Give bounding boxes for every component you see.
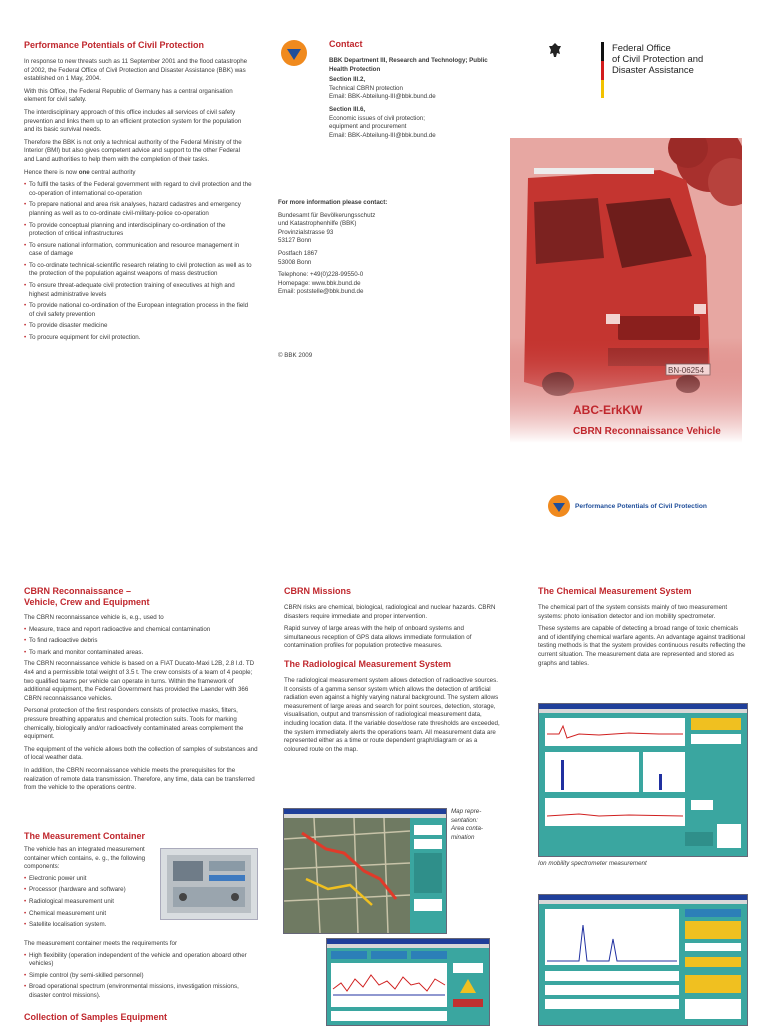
eagle-icon [548, 41, 562, 99]
cover-subtitle: CBRN Reconnaissance Vehicle [573, 426, 721, 437]
list-item: • Broad operational spectrum (environmental missions, investigation missions, disaster control missions). [24, 983, 260, 1000]
email-link[interactable]: Email: poststelle@bbk.bund.de [278, 288, 364, 296]
section-heading: The Chemical Measurement System [538, 586, 692, 596]
section-line: Economic issues of civil protection; [329, 114, 425, 122]
missions-column [284, 586, 502, 758]
tasks-list [24, 181, 252, 343]
list-item: • To prepare national and area risk analyses, hazard cadastres and emergency planning as well as to co-ordinate civil-military-police co-operation [24, 201, 252, 218]
caption-line: sentation: [451, 816, 478, 824]
agency-name [612, 42, 703, 75]
contact-heading: Contact [329, 39, 363, 49]
intro-text [24, 58, 252, 343]
paragraph: The vehicle has an integrated measurement container which contains, e. g., the following components: [24, 846, 146, 871]
list-item: • To fulfil the tasks of the Federal government with regard to civil protection and the co-operation of international co-operation [24, 181, 252, 198]
paragraph: The equipment of the vehicle allows both the collection of samples of substances and of local weather data. [24, 745, 258, 762]
ion-mobility-graph [539, 704, 747, 856]
intro-paragraph: Therefore the BBK is not only a technical authority of the Federal Ministry of the Interior (BMI) but also gives competent advice and support to the other Federal and Land authorities to help them with the completion of their tasks. [24, 138, 242, 163]
back-cover-label: Performance Potentials of Civil Protection [575, 503, 707, 510]
agency-line: Federal Office [612, 42, 671, 53]
reconnaissance-column [24, 586, 260, 797]
map-screenshot [283, 808, 447, 934]
uses-list [24, 626, 260, 658]
text-run-bold: one [78, 168, 90, 176]
telephone: Telephone: +49(0)228-99550-0 [278, 271, 364, 279]
address-line: 53127 Bonn [278, 237, 312, 245]
list-item: • Chemical measurement unit [24, 910, 154, 919]
section-email[interactable]: Email: BBK-Abteilung-III@bbk.bund.de [329, 131, 436, 139]
address-line: Provinzialstrasse 93 [278, 228, 334, 236]
paragraph: Personal protection of the first responders consists of protective masks, filters, pressure breathing apparatus and chemical protection suits. Tools for marking chemically, biologically and/or radioactively contaminated areas complement the equipment. [24, 707, 244, 741]
paragraph: The chemical part of the system consists mainly of two measurement systems: photo ionisation detector and ion mobility spectrometer. [538, 604, 728, 620]
caption-line: mination [451, 833, 475, 841]
homepage-link[interactable]: Homepage: www.bbk.bund.de [278, 279, 361, 287]
paragraph: The CBRN reconnaissance vehicle is based on a FIAT Ducato-Maxi L2B, 2.8 l.d. TD 4x4 and a permissible total weight of 3.5 t. The crew consists of a team of 4 people; two qualified teams per vehicle can operate in turns. Within the framework of additional equipment, the Federal Government has provided the Laender with 366 CBRN reconnaissance vehicles. [24, 660, 255, 702]
section-title: Section III.6, [329, 105, 366, 113]
cover-image [510, 138, 742, 443]
radiological-software-screenshot [326, 938, 490, 1026]
reconnaissance-text [24, 614, 260, 793]
list-item: • To co-ordinate technical-scientific research relating to civil protection as well as to the protection of the population against weapons of mass destruction [24, 262, 252, 279]
dose-rate-graph [327, 939, 489, 1025]
intro-paragraph [24, 169, 252, 178]
list-item: • Simple control (by semi-skilled personnel) [24, 972, 260, 981]
department-name: BBK Department III, Research and Technology; Public Health Protection [329, 57, 488, 73]
section-line: Technical CBRN protection [329, 84, 403, 92]
section-title: Section III.2, [329, 76, 366, 84]
bbk-logo-small-icon [548, 495, 570, 517]
section-heading: CBRN Missions [284, 586, 352, 596]
contamination-map [284, 809, 446, 933]
section-email[interactable]: Email: BBK-Abteilung-III@bbk.bund.de [329, 93, 436, 101]
section-heading: The Radiological Measurement System [284, 658, 452, 669]
list-item: • Radiological measurement unit [24, 898, 154, 907]
radiological-text [284, 677, 502, 754]
paragraph: The radiological measurement system allows detection of radioactive sources. It consists of a gamma sensor system which allows the detection of artificial radiation even against a highly varying natural background. The system allows measurement of large areas and search for point sources, detection, storage, visualisation, output and transmission of radiological measurement data, including location data. If the variable dose/dose rate thresholds are exceeded, the system immediately alerts the operations team. All measurement data are represented either as a time or route dependent graph/diagram or as a coloured route on the map. [284, 676, 500, 753]
section-heading: CBRN Reconnaissance – [24, 586, 132, 596]
federal-eagle-logo [548, 41, 562, 99]
address-line: und Katastrophenhilfe (BBK) [278, 220, 357, 228]
paragraph: These systems are capable of detecting a broad range of toxic chemicals and of identifying chemical warfare agents. An advantage against traditional testing methods is that the system provides continuous results reflecting the current situation. The measurement data are represented and stored as graphs and tables. [538, 625, 746, 667]
paragraph: In addition, the CBRN reconnaissance vehicle meets the prerequisites for the realization of remote data transmission. Therefore, any time, data can be transferred from the vehicle to the operations centre. [24, 766, 255, 792]
list-item: • To provide national co-ordination of the European integration process in the field of civil safety prevention [24, 302, 252, 319]
list-item: • To provide conceptual planning and interdisciplinary co-ordination of the protection of critical infrastructures [24, 222, 252, 239]
text-run: central authority [89, 168, 136, 176]
more-info-heading: For more information please contact: [278, 199, 388, 206]
section-line: equipment and procurement [329, 123, 407, 131]
copyright: © BBK 2009 [278, 352, 313, 359]
intro-paragraph: In response to new threats such as 11 September 2001 and the flood catastrophe of 2002, the Federal Office of Civil Protection and Disaster Assistance (BBK) was established on 1 May, 2004. [24, 58, 248, 83]
map-caption [451, 808, 483, 842]
list-item: • To find radioactive debris [24, 637, 260, 646]
paragraph: The measurement container meets the requirements for [24, 940, 178, 947]
measurement-container-photo [160, 848, 258, 920]
container-text [24, 846, 154, 933]
list-item: • Satellite localisation system. [24, 921, 154, 930]
flag-stripe [601, 42, 604, 98]
section-heading: Collection of Samples Equipment [24, 1012, 168, 1022]
cover-title: ABC-ErkKW [573, 403, 643, 417]
address-line: Bundesamt für Bevölkerungsschutz [278, 211, 376, 219]
contact-block [329, 39, 489, 140]
list-item: • To ensure threat-adequate civil protection training of executives at high and highest administrative levels [24, 282, 252, 299]
list-item: • To mark and monitor contaminated areas. [24, 649, 260, 658]
agency-line: Disaster Assistance [612, 64, 694, 75]
agency-line: of Civil Protection and [612, 53, 704, 64]
chemical-column [538, 586, 746, 672]
requirements-text [24, 940, 260, 1004]
intro-column [24, 40, 252, 346]
list-item: • Measure, trace and report radioactive and chemical contamination [24, 626, 260, 635]
intro-paragraph: With this Office, the Federal Republic of Germany has a central organisation element for civil safety. [24, 87, 233, 104]
text-run: Hence there is now [24, 168, 79, 176]
bbk-logo-icon [281, 40, 307, 66]
reconnaissance-vehicle-photo [510, 138, 742, 443]
components-list [24, 875, 154, 930]
list-item: • To provide disaster medicine [24, 322, 252, 331]
paragraph: The CBRN reconnaissance vehicle is, e.g., used to [24, 614, 164, 621]
section-heading: Vehicle, Crew and Equipment [24, 597, 150, 607]
list-item: • To procure equipment for civil protection. [24, 334, 252, 343]
contact-text [329, 57, 489, 140]
list-item: • To ensure national information, communication and resource management in case of damage [24, 242, 252, 259]
pid-software-screenshot [538, 894, 748, 1026]
container-image [161, 849, 257, 919]
photo-ionisation-graph [539, 895, 747, 1025]
caption-line: Map repre- [451, 808, 482, 815]
address-line: Postfach 1867 [278, 249, 318, 257]
intro-paragraph: The interdisciplinary approach of this office includes all services of civil safety prevention and links them up to an efficient protection system for the population and its basic survival needs. [24, 108, 242, 134]
list-item: • High flexibility (operation independent of the vehicle and operation aboard other vehicles) [24, 952, 260, 969]
address-block [278, 199, 478, 297]
list-item: • Processor (hardware and software) [24, 886, 154, 895]
missions-text [284, 604, 502, 651]
chemical-text [538, 604, 746, 668]
address-line: 53008 Bonn [278, 258, 312, 266]
list-item: • Electronic power unit [24, 875, 154, 884]
requirements-list [24, 952, 260, 1001]
section-heading: The Measurement Container [24, 831, 146, 841]
paragraph: Rapid survey of large areas with the help of onboard systems and simultaneous reception of GPS data allows immediate formulation of contamination profiles for population protective measures. [284, 625, 472, 650]
paragraph: CBRN risks are chemical, biological, radiological and nuclear hazards. CBRN disasters require immediate and proper intervention. [284, 604, 496, 620]
ims-caption: Ion mobility spectrometer measurement [538, 860, 647, 867]
caption-line: Area conta- [451, 825, 483, 833]
ims-software-screenshot [538, 703, 748, 857]
intro-heading: Performance Potentials of Civil Protection [24, 40, 205, 50]
